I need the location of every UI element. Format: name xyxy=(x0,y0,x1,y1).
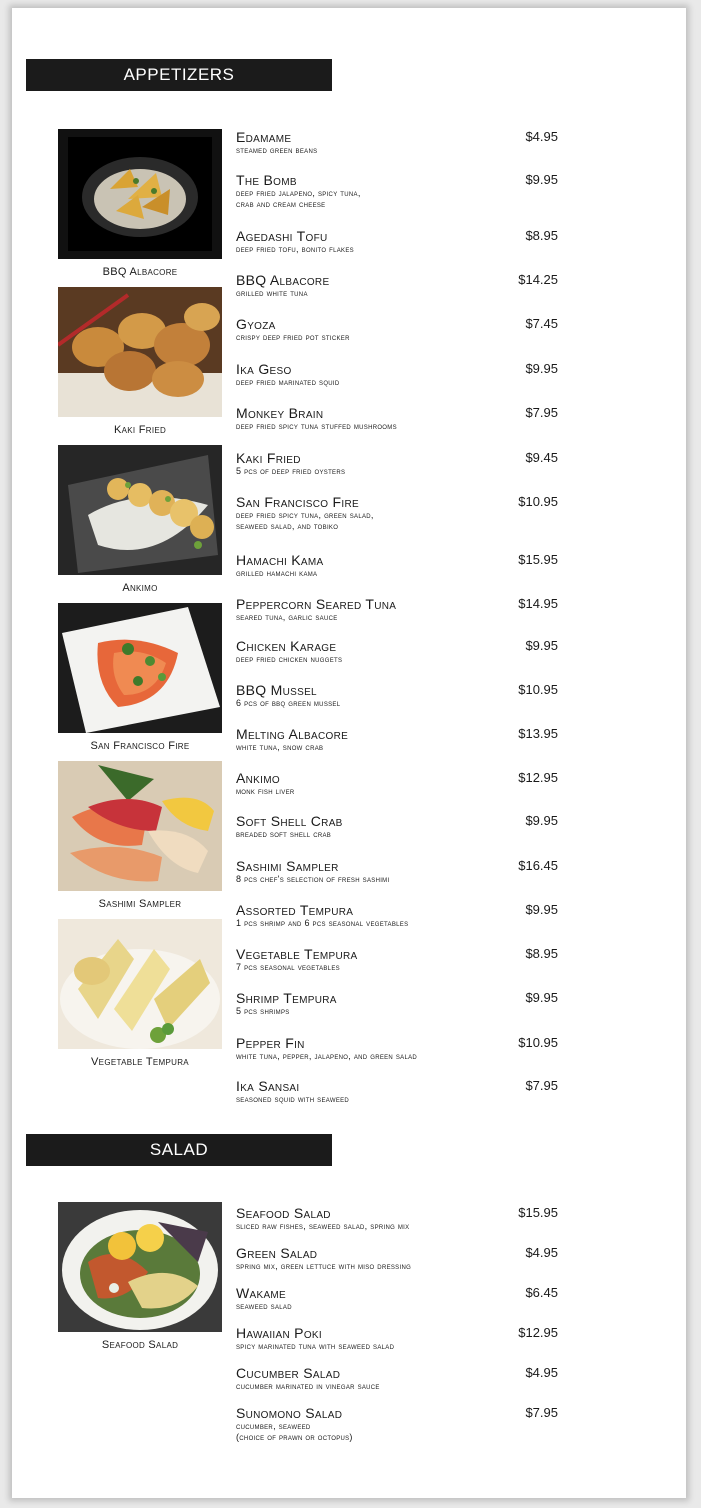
item-description: deep fried spicy tuna stuffed mushrooms xyxy=(236,421,397,431)
item-description: grilled white tuna xyxy=(236,288,308,298)
menu-item xyxy=(236,638,566,665)
menu-item xyxy=(236,1325,566,1352)
item-name: Vegetable Tempura xyxy=(236,946,358,962)
menu-item xyxy=(236,1078,566,1105)
menu-item xyxy=(236,990,566,1017)
item-price: $9.95 xyxy=(525,638,558,653)
item-name: Sashimi Sampler xyxy=(236,858,339,874)
item-price: $9.95 xyxy=(525,813,558,828)
menu-item xyxy=(236,858,566,885)
item-description: spicy marinated tuna with seaweed salad xyxy=(236,1341,395,1351)
item-price: $9.95 xyxy=(525,902,558,917)
menu-item xyxy=(236,813,566,840)
item-price: $4.95 xyxy=(525,1245,558,1260)
menu-item xyxy=(236,172,566,210)
item-price: $15.95 xyxy=(518,1205,558,1220)
item-name: BBQ Albacore xyxy=(236,272,330,288)
menu-item xyxy=(236,1035,566,1062)
menu-item xyxy=(236,228,566,255)
item-description: seaweed salad xyxy=(236,1301,292,1311)
menu-item xyxy=(236,494,566,532)
item-price: $7.95 xyxy=(525,405,558,420)
item-name: Shrimp Tempura xyxy=(236,990,337,1006)
item-name: Ankimo xyxy=(236,770,280,786)
menu-item xyxy=(236,1245,566,1272)
menu-item xyxy=(236,1365,566,1392)
menu-item xyxy=(236,726,566,753)
item-name: Wakame xyxy=(236,1285,287,1301)
item-name: Gyoza xyxy=(236,316,276,332)
menu-item xyxy=(236,902,566,929)
menu-item xyxy=(236,316,566,343)
item-price: $6.45 xyxy=(525,1285,558,1300)
menu-item xyxy=(236,946,566,973)
item-price: $13.95 xyxy=(518,726,558,741)
item-description: white tuna, snow crab xyxy=(236,742,324,752)
menu-item xyxy=(236,405,566,432)
item-price: $8.95 xyxy=(525,946,558,961)
item-name: Seafood Salad xyxy=(236,1205,331,1221)
menu-item xyxy=(236,450,566,477)
item-price: $12.95 xyxy=(518,770,558,785)
ankimo-photo xyxy=(58,445,222,575)
item-description: cucumber, seaweed (choice of prawn or octopus) xyxy=(236,1421,353,1442)
item-name: Sunomono Salad xyxy=(236,1405,343,1421)
item-price: $12.95 xyxy=(518,1325,558,1340)
item-price: $9.95 xyxy=(525,172,558,187)
menu-item xyxy=(236,552,566,579)
photo-caption: Ankimo xyxy=(122,582,158,594)
item-name: Hamachi Kama xyxy=(236,552,324,568)
appetizers-header: APPETIZERS xyxy=(26,59,332,91)
item-description: 6 pcs of bbq green mussel xyxy=(236,698,341,708)
item-price: $14.95 xyxy=(518,596,558,611)
menu-page xyxy=(12,8,686,1498)
item-price: $15.95 xyxy=(518,552,558,567)
item-name: Edamame xyxy=(236,129,292,145)
item-price: $7.45 xyxy=(525,316,558,331)
item-name: Green Salad xyxy=(236,1245,318,1261)
sashimi-sampler-photo xyxy=(58,761,222,891)
item-name: Peppercorn Seared Tuna xyxy=(236,596,397,612)
item-name: Chicken Karage xyxy=(236,638,337,654)
item-name: Ika Sansai xyxy=(236,1078,300,1094)
item-description: deep fried spicy tuna, green salad, seaweed salad, and tobiko xyxy=(236,510,374,531)
item-description: breaded soft shell crab xyxy=(236,829,332,839)
photo-caption: San Francisco Fire xyxy=(90,740,190,752)
item-name: Soft Shell Crab xyxy=(236,813,343,829)
item-description: seared tuna, garlic sauce xyxy=(236,612,338,622)
photo-caption: BBQ Albacore xyxy=(102,266,178,278)
item-name: Melting Albacore xyxy=(236,726,349,742)
item-description: crispy deep fried pot sticker xyxy=(236,332,350,342)
item-description: deep fried chicken nuggets xyxy=(236,654,343,664)
item-price: $9.95 xyxy=(525,361,558,376)
item-price: $8.95 xyxy=(525,228,558,243)
menu-item xyxy=(236,272,566,299)
item-description: steamed green beans xyxy=(236,145,318,155)
item-description: deep fried marinated squid xyxy=(236,377,340,387)
photo-caption: Kaki Fried xyxy=(113,424,167,436)
item-name: Kaki Fried xyxy=(236,450,301,466)
item-description: 5 pcs of deep fried oysters xyxy=(236,466,346,476)
item-name: Assorted Tempura xyxy=(236,902,354,918)
menu-item xyxy=(236,1285,566,1312)
kaki-fried-photo xyxy=(58,287,222,417)
photo-caption: Sashimi Sampler xyxy=(98,898,182,910)
item-name: Hawaiian Poki xyxy=(236,1325,322,1341)
item-name: Pepper Fin xyxy=(236,1035,305,1051)
san-francisco-fire-photo xyxy=(58,603,222,733)
menu-item xyxy=(236,361,566,388)
item-description: sliced raw fishes, seaweed salad, spring mix xyxy=(236,1221,410,1231)
item-name: San Francisco Fire xyxy=(236,494,359,510)
item-description: deep fried jalapeno, spicy tuna, crab and cream cheese xyxy=(236,188,361,209)
bbq-albacore-photo xyxy=(58,129,222,259)
salad-header: SALAD xyxy=(26,1134,332,1166)
menu-item xyxy=(236,596,566,623)
item-price: $7.95 xyxy=(525,1078,558,1093)
menu-item xyxy=(236,682,566,709)
menu-item xyxy=(236,1405,566,1443)
menu-item xyxy=(236,770,566,797)
item-description: 1 pcs shrimp and 6 pcs seasonal vegetables xyxy=(236,918,409,928)
item-description: white tuna, pepper, jalapeno, and green salad xyxy=(236,1051,418,1061)
item-description: 8 pcs chef's selection of fresh sashimi xyxy=(236,874,390,884)
item-price: $7.95 xyxy=(525,1405,558,1420)
item-price: $10.95 xyxy=(518,1035,558,1050)
menu-item xyxy=(236,1205,566,1232)
item-price: $14.25 xyxy=(518,272,558,287)
photo-caption: Vegetable Tempura xyxy=(91,1056,189,1068)
item-price: $10.95 xyxy=(518,682,558,697)
item-price: $4.95 xyxy=(525,1365,558,1380)
item-description: seasoned squid with seaweed xyxy=(236,1094,350,1104)
item-price: $9.95 xyxy=(525,990,558,1005)
item-price: $10.95 xyxy=(518,494,558,509)
item-description: grilled hamachi kama xyxy=(236,568,318,578)
item-name: The Bomb xyxy=(236,172,297,188)
menu-item xyxy=(236,129,566,156)
item-name: Monkey Brain xyxy=(236,405,324,421)
vegetable-tempura-photo xyxy=(58,919,222,1049)
item-price: $4.95 xyxy=(525,129,558,144)
item-description: 5 pcs shrimps xyxy=(236,1006,290,1016)
item-description: 7 pcs seasonal vegetables xyxy=(236,962,340,972)
item-description: monk fish liver xyxy=(236,786,295,796)
item-name: Cucumber Salad xyxy=(236,1365,341,1381)
item-price: $16.45 xyxy=(518,858,558,873)
item-price: $9.45 xyxy=(525,450,558,465)
item-name: Agedashi Tofu xyxy=(236,228,328,244)
item-description: cucumber marinated in vinegar sauce xyxy=(236,1381,380,1391)
item-name: Ika Geso xyxy=(236,361,292,377)
seafood-salad-photo xyxy=(58,1202,222,1332)
item-name: BBQ Mussel xyxy=(236,682,317,698)
item-description: deep fried tofu, bonito flakes xyxy=(236,244,354,254)
item-description: spring mix, green lettuce with miso dressing xyxy=(236,1261,412,1271)
photo-caption: Seafood Salad xyxy=(101,1339,179,1351)
